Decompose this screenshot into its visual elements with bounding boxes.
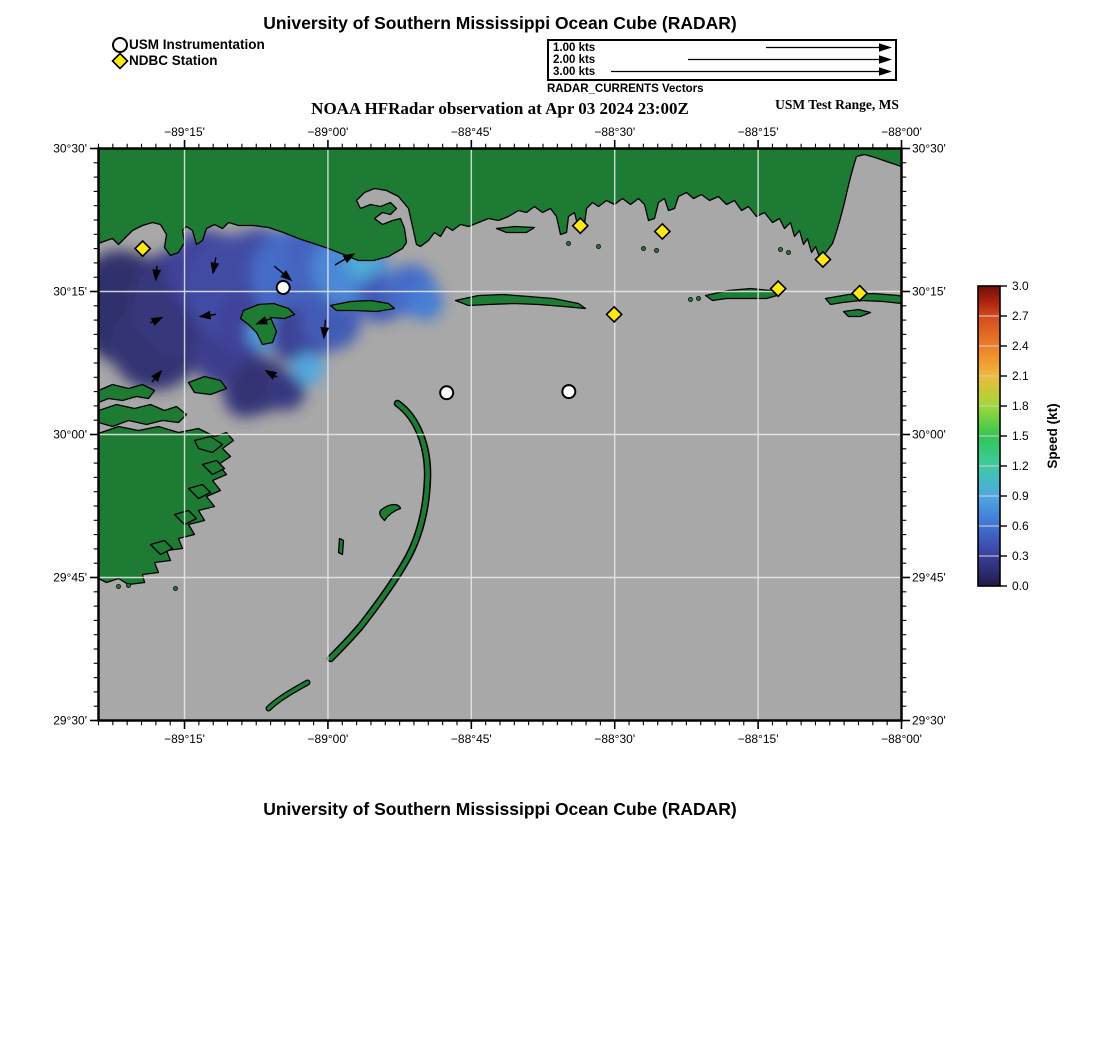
- colorbar-tick-label: 0.3: [1012, 549, 1029, 563]
- x-axis-tick-label-bottom: −88°45': [450, 732, 492, 746]
- x-axis-tick-label-bottom: −89°15': [164, 732, 205, 746]
- colorbar-tick-label: 1.8: [1012, 399, 1029, 413]
- island: [339, 539, 344, 555]
- footer-title: University of Southern Mississippi Ocean Cube (RADAR): [263, 799, 737, 819]
- x-axis-tick-label-bottom: −88°15': [737, 732, 779, 746]
- range-label: USM Test Range, MS: [775, 97, 899, 112]
- x-axis-tick-label-top: −88°15': [737, 125, 779, 139]
- colorbar-tick-label: 3.0: [1012, 279, 1029, 293]
- x-axis-tick-label-top: −89°00': [307, 125, 349, 139]
- colorbar-tick-label: 2.1: [1012, 369, 1029, 383]
- colorbar-tick-label: 2.4: [1012, 339, 1029, 353]
- map-area: [76, 149, 902, 721]
- y-axis-tick-label-right: 30°15': [912, 284, 946, 299]
- y-axis-tick-label-right: 29°30': [912, 713, 946, 728]
- speed-axis-label: Speed (kt): [1045, 403, 1060, 469]
- vector-scale-label-3: 3.00 kts: [553, 66, 596, 78]
- x-axis-tick-label-top: −88°30': [594, 125, 636, 139]
- y-axis-tick-label-left: 29°30': [53, 713, 87, 728]
- vector-scale-label-1: 1.00 kts: [553, 42, 596, 54]
- x-axis-tick-label-bottom: −88°00': [881, 732, 922, 746]
- x-axis-tick-label-top: −88°45': [450, 125, 492, 139]
- vector-scale-box: [547, 39, 897, 81]
- y-axis-tick-label-left: 29°45': [53, 570, 87, 585]
- x-axis-tick-label-top: −88°00': [881, 125, 922, 139]
- colorbar-tick-label: 0.0: [1012, 579, 1029, 593]
- colorbar-tick-label: 1.2: [1012, 459, 1029, 473]
- main-title: University of Southern Mississippi Ocean Cube (RADAR): [263, 13, 737, 33]
- colorbar-tick-label: 1.5: [1012, 429, 1029, 443]
- usm-station-marker: [277, 281, 290, 294]
- y-axis-tick-label-left: 30°30': [53, 141, 87, 156]
- ndbc-legend-marker-icon: [113, 54, 128, 69]
- vector-legend-caption: RADAR_CURRENTS Vectors: [547, 83, 704, 95]
- x-axis-tick-label-top: −89°15': [164, 125, 205, 139]
- x-axis-tick-label-bottom: −88°30': [594, 732, 636, 746]
- y-axis-tick-label-right: 30°30': [912, 141, 946, 156]
- usm-legend-label: USM Instrumentation: [129, 37, 265, 52]
- x-axis-tick-label-bottom: −89°00': [307, 732, 349, 746]
- usm-station-marker: [562, 385, 575, 398]
- colorbar: [978, 286, 1007, 586]
- y-axis-tick-label-right: 29°45': [912, 570, 946, 585]
- usm-legend-marker-icon: [113, 38, 127, 52]
- y-axis-tick-label-left: 30°00': [53, 427, 87, 442]
- colorbar-tick-label: 0.9: [1012, 489, 1029, 503]
- y-axis-tick-label-right: 30°00': [912, 427, 946, 442]
- y-axis-tick-label-left: 30°15': [53, 284, 87, 299]
- colorbar-tick-label: 0.6: [1012, 519, 1029, 533]
- usm-station-marker: [440, 386, 453, 399]
- vector-scale-label-2: 2.00 kts: [553, 54, 596, 66]
- observation-subtitle: NOAA HFRadar observation at Apr 03 2024 23:00Z: [311, 99, 689, 118]
- colorbar-tick-label: 2.7: [1012, 309, 1029, 323]
- ndbc-legend-label: NDBC Station: [129, 53, 218, 68]
